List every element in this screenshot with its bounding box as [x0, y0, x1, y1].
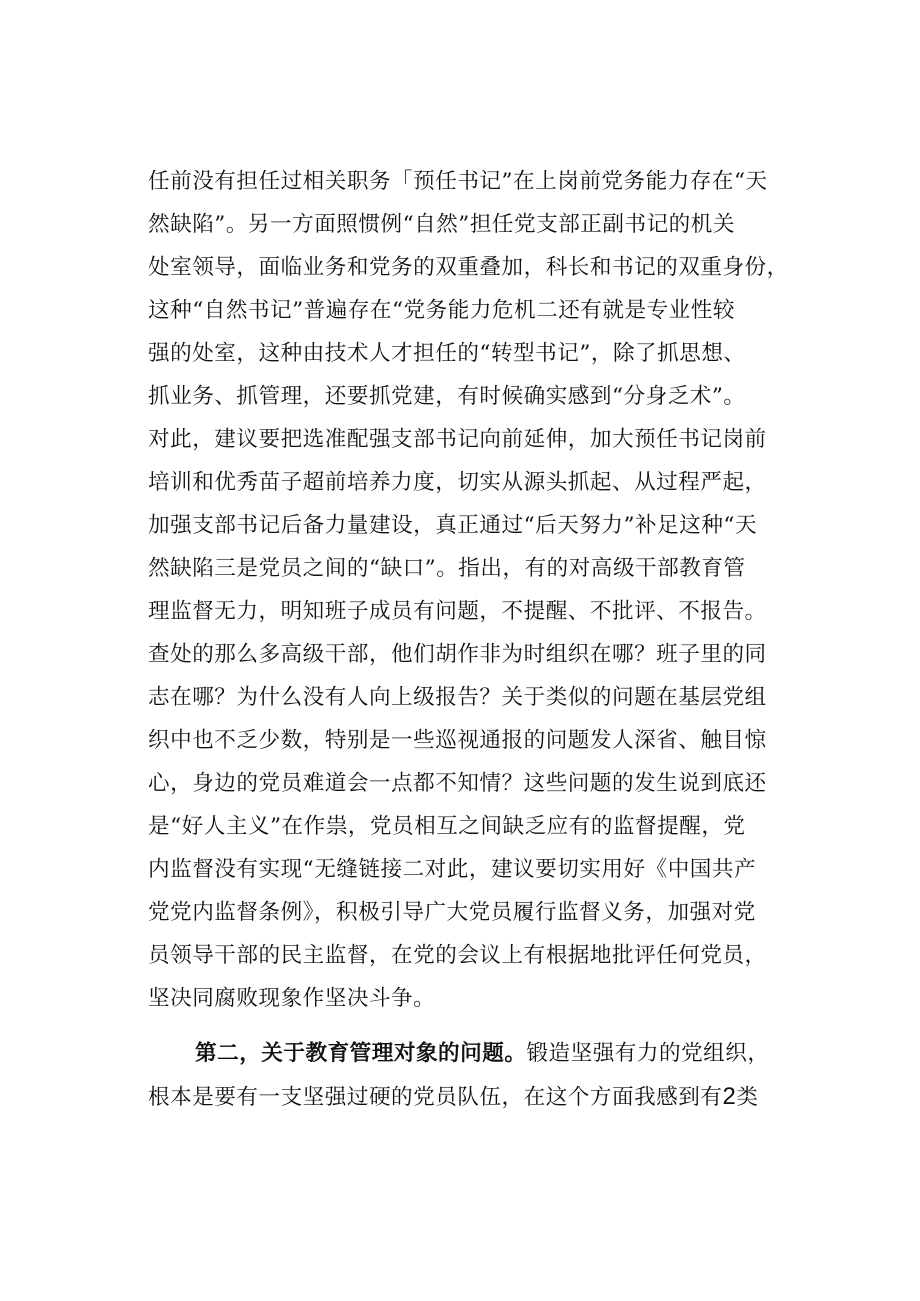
count-number: 2	[722, 1083, 737, 1110]
paragraph-line: 党党内监督条例》，积极引导广大党员履行监督义务，加强对党	[148, 900, 756, 925]
paragraph-line: 织中也不乏少数，特别是一些巡视通报的问题发人深省、触目惊	[148, 728, 767, 753]
paragraph-line: 心，身边的党员难道会一点都不知情？这些问题的发生说到底还	[148, 771, 767, 796]
paragraph-line: 强的处室，这种由技术人才担任的“转型书记”，除了抓思想、	[148, 341, 746, 366]
paragraph-line: 然缺陷三是党员之间的“缺口”。指出，有的对高级干部教育管	[148, 556, 746, 581]
paragraph-line: 抓业务、抓管理，还要抓党建，有时候确实感到“分身乏术”。	[148, 384, 746, 409]
paragraph-line: 任前没有担任过相关职务「预任书记”在上岗前党务能力存在“天	[148, 169, 768, 194]
paragraph-line: 处室领导，面临业务和党务的双重叠加，科长和书记的双重身份，	[148, 255, 789, 280]
paragraph-line: 内监督没有实现“无缝链接二对此，建议要切实用好《中国共产	[148, 857, 757, 882]
section-text: 根本是要有一支坚强过硬的党员队伍，在这个方面我感到有	[148, 1085, 723, 1110]
paragraph-line: 对此，建议要把选准配强支部书记向前延伸，加大预任书记岗前	[148, 427, 767, 452]
section-text: 锻造坚强有力的党组织，	[526, 1041, 770, 1066]
paragraph-line: 理监督无力，明知班子成员有问题，不提醒、不批评、不报告。	[148, 599, 767, 624]
paragraph-line: 志在哪？为什么没有人向上级报告？关于类似的问题在基层党组	[148, 685, 767, 710]
paragraph-line: 坚决同腐败现象作坚决斗争。	[148, 986, 436, 1011]
section-text: 类	[736, 1085, 759, 1110]
paragraph-line: 培训和优秀苗子超前培养力度，切实从源头抓起、从过程严起，	[148, 470, 767, 495]
paragraph-line: 员领导干部的民主监督，在党的会议上有根据地批评任何党员，	[148, 943, 767, 968]
section-heading-line	[195, 1034, 795, 1074]
paragraph-line	[148, 1077, 798, 1117]
paragraph-line: 是“好人主义”在作祟，党员相互之间缺乏应有的监督提醒，党	[148, 814, 746, 839]
paragraph-line: 加强支部书记后备力量建设，真正通过“后天努力”补足这种“天	[148, 513, 758, 538]
paragraph-line: 这种“自然书记”普遍存在“党务能力危机二还有就是专业性较	[148, 298, 735, 323]
paragraph-line: 然缺陷”。另一方面照惯例“自然”担任党支部正副书记的机关	[148, 212, 735, 237]
paragraph-line: 查处的那么多高级干部，他们胡作非为时组织在哪？班子里的同	[148, 642, 767, 667]
section-heading: 第二，关于教育管理对象的问题。	[195, 1041, 527, 1066]
